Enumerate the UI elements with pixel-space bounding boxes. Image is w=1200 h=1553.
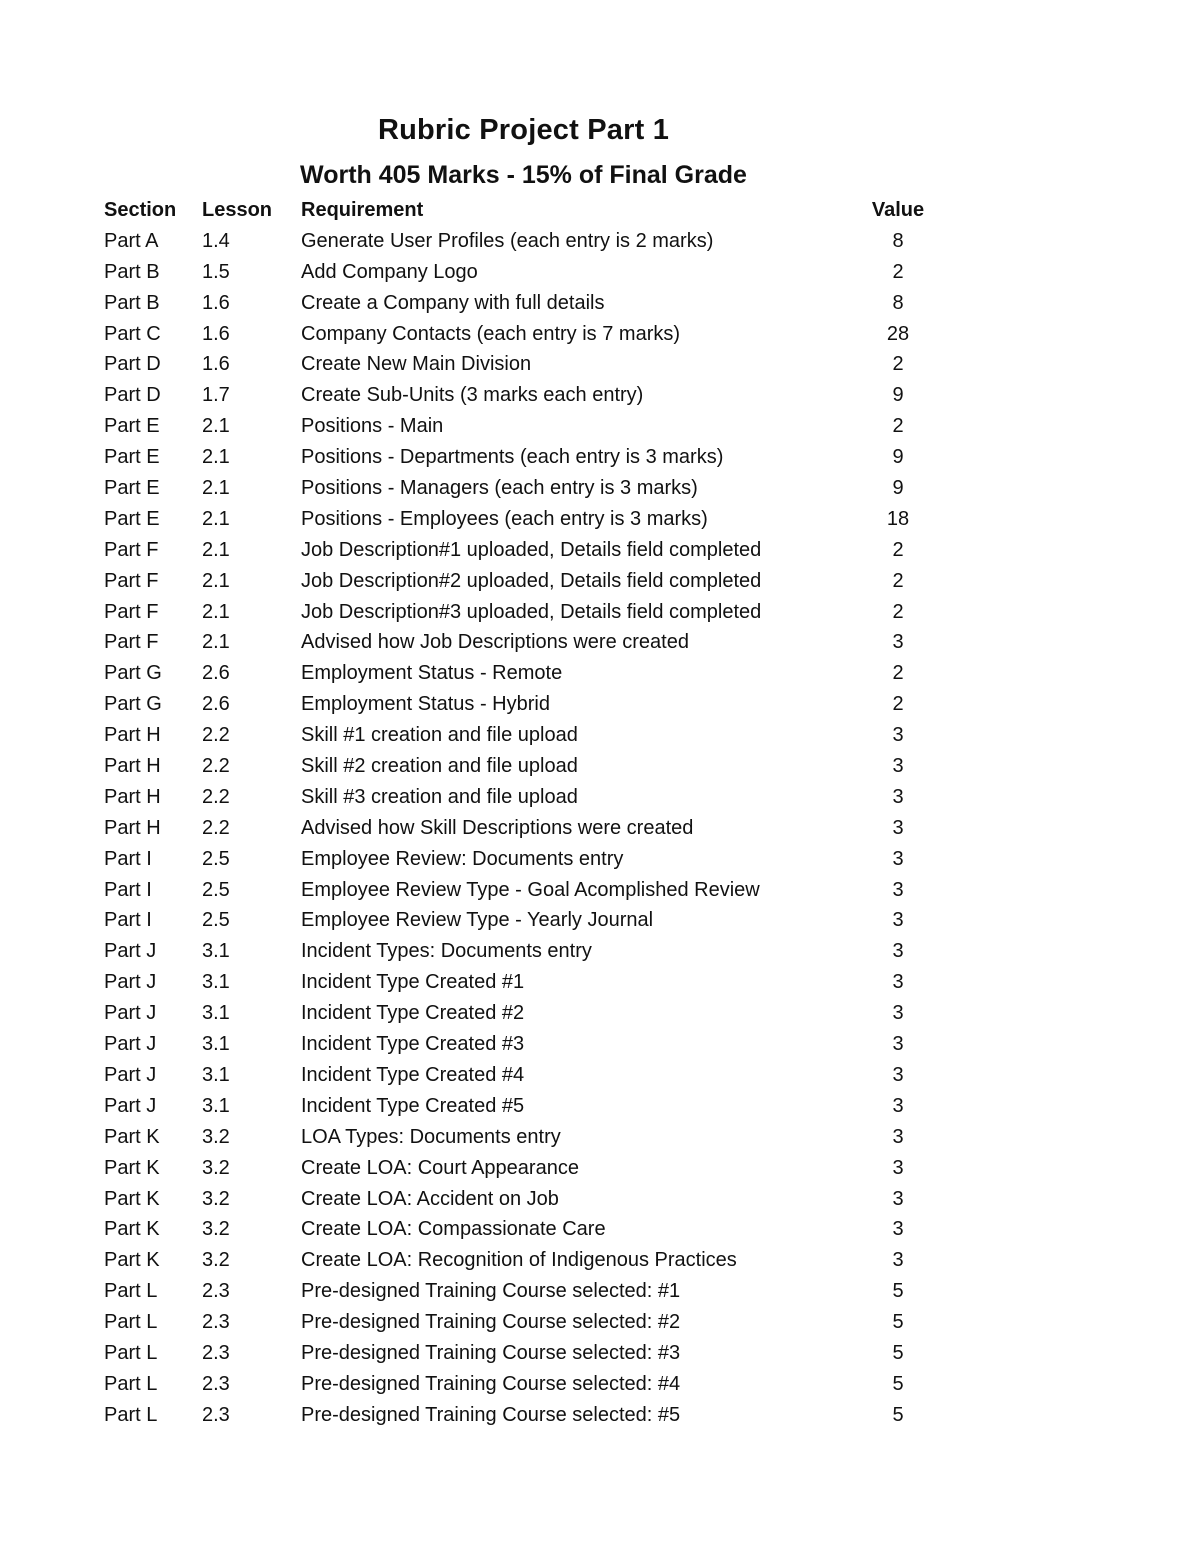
row-requirement: Job Description#1 uploaded, Details field completed	[301, 538, 762, 561]
row-requirement: Create LOA: Accident on Job	[301, 1187, 559, 1210]
table-row	[104, 813, 944, 844]
row-lesson: 2.1	[202, 507, 230, 530]
row-lesson: 2.3	[202, 1280, 230, 1303]
row-section: Part K	[104, 1156, 160, 1179]
row-value: 9	[892, 384, 904, 407]
row-lesson: 2.3	[202, 1311, 230, 1334]
row-value: 2	[892, 662, 904, 685]
row-lesson: 3.2	[202, 1156, 230, 1179]
row-requirement: Create LOA: Court Appearance	[301, 1156, 579, 1179]
row-requirement: Generate User Profiles (each entry is 2 marks)	[301, 229, 714, 252]
row-requirement: Job Description#3 uploaded, Details field completed	[301, 600, 762, 623]
row-requirement: Create a Company with full details	[301, 291, 605, 314]
header-value: Value	[871, 199, 925, 221]
row-section: Part B	[104, 291, 160, 314]
row-requirement: Create LOA: Compassionate Care	[301, 1218, 606, 1241]
row-requirement: Incident Type Created #5	[301, 1094, 525, 1117]
row-lesson: 2.1	[202, 569, 230, 592]
table-row	[104, 844, 944, 875]
row-value: 3	[892, 909, 904, 932]
row-value: 3	[892, 1249, 904, 1272]
row-value: 3	[892, 1156, 904, 1179]
row-section: Part D	[104, 384, 161, 407]
table-row	[104, 411, 944, 442]
row-requirement: Skill #1 creation and file upload	[301, 724, 578, 747]
row-lesson: 3.1	[202, 1063, 230, 1086]
table-row	[104, 380, 944, 411]
row-lesson: 2.5	[202, 909, 230, 932]
row-section: Part F	[104, 600, 159, 623]
table-row	[104, 1400, 944, 1431]
table-row	[104, 1369, 944, 1400]
row-lesson: 2.2	[202, 755, 230, 778]
table-row	[104, 905, 944, 936]
row-section: Part E	[104, 507, 160, 530]
row-lesson: 2.1	[202, 538, 230, 561]
row-value: 3	[892, 1125, 904, 1148]
table-row	[104, 1245, 944, 1276]
row-requirement: Pre-designed Training Course selected: #1	[301, 1280, 681, 1303]
row-requirement: Positions - Employees (each entry is 3 marks)	[301, 507, 708, 530]
row-lesson: 2.1	[202, 631, 230, 654]
row-lesson: 3.1	[202, 1002, 230, 1025]
table-header-row	[104, 195, 944, 226]
row-value: 28	[886, 322, 910, 345]
row-lesson: 3.2	[202, 1249, 230, 1272]
table-body	[104, 226, 944, 1431]
row-section: Part J	[104, 940, 157, 963]
row-value: 2	[892, 569, 904, 592]
row-section: Part L	[104, 1341, 158, 1364]
row-value: 2	[892, 353, 904, 376]
row-lesson: 1.6	[202, 322, 230, 345]
row-section: Part I	[104, 847, 152, 870]
row-value: 3	[892, 847, 904, 870]
row-requirement: LOA Types: Documents entry	[301, 1125, 561, 1148]
row-requirement: Positions - Main	[301, 415, 444, 438]
table-row	[104, 442, 944, 473]
row-section: Part L	[104, 1403, 158, 1426]
table-row	[104, 627, 944, 658]
row-requirement: Positions - Departments (each entry is 3 marks)	[301, 446, 724, 469]
row-requirement: Positions - Managers (each entry is 3 marks)	[301, 477, 698, 500]
row-requirement: Employee Review Type - Yearly Journal	[301, 909, 654, 932]
table-row	[104, 689, 944, 720]
table-row	[104, 1338, 944, 1369]
row-lesson: 1.6	[202, 291, 230, 314]
row-value: 5	[892, 1372, 904, 1395]
row-requirement: Create Sub-Units (3 marks each entry)	[301, 384, 644, 407]
table-row	[104, 720, 944, 751]
row-lesson: 2.1	[202, 600, 230, 623]
row-lesson: 2.1	[202, 415, 230, 438]
table-row	[104, 226, 944, 257]
row-section: Part L	[104, 1311, 158, 1334]
row-section: Part J	[104, 1033, 157, 1056]
row-section: Part H	[104, 785, 161, 808]
row-lesson: 3.1	[202, 1033, 230, 1056]
table-row	[104, 473, 944, 504]
row-value: 5	[892, 1311, 904, 1334]
row-section: Part K	[104, 1125, 160, 1148]
table-row	[104, 1307, 944, 1338]
row-requirement: Pre-designed Training Course selected: #2	[301, 1311, 681, 1334]
table-row	[104, 597, 944, 628]
row-requirement: Incident Type Created #3	[301, 1033, 525, 1056]
row-requirement: Company Contacts (each entry is 7 marks)	[301, 322, 681, 345]
row-requirement: Advised how Skill Descriptions were created	[301, 816, 694, 839]
row-value: 3	[892, 1187, 904, 1210]
row-section: Part J	[104, 1063, 157, 1086]
row-section: Part G	[104, 662, 162, 685]
row-requirement: Create LOA: Recognition of Indigenous Practices	[301, 1249, 737, 1272]
row-requirement: Incident Type Created #1	[301, 971, 525, 994]
row-section: Part F	[104, 631, 159, 654]
row-value: 18	[886, 507, 910, 530]
row-requirement: Advised how Job Descriptions were created	[301, 631, 689, 654]
table-row	[104, 319, 944, 350]
row-lesson: 1.5	[202, 260, 230, 283]
table-row	[104, 1184, 944, 1215]
row-lesson: 1.4	[202, 229, 230, 252]
table-row	[104, 936, 944, 967]
row-requirement: Create New Main Division	[301, 353, 532, 376]
row-value: 5	[892, 1403, 904, 1426]
table-row	[104, 1276, 944, 1307]
row-value: 3	[892, 631, 904, 654]
row-requirement: Incident Types: Documents entry	[301, 940, 592, 963]
row-value: 2	[892, 260, 904, 283]
row-section: Part J	[104, 971, 157, 994]
table-row	[104, 1214, 944, 1245]
row-lesson: 2.2	[202, 785, 230, 808]
table-row	[104, 658, 944, 689]
row-section: Part I	[104, 878, 152, 901]
row-value: 9	[892, 446, 904, 469]
header-requirement: Requirement	[301, 199, 424, 221]
row-lesson: 2.1	[202, 446, 230, 469]
row-lesson: 2.3	[202, 1372, 230, 1395]
row-value: 2	[892, 600, 904, 623]
row-value: 3	[892, 940, 904, 963]
row-value: 8	[892, 229, 904, 252]
page-title: Rubric Project Part 1	[377, 114, 670, 146]
row-section: Part E	[104, 415, 160, 438]
table-row	[104, 1091, 944, 1122]
row-requirement: Job Description#2 uploaded, Details field completed	[301, 569, 762, 592]
row-requirement: Skill #2 creation and file upload	[301, 755, 578, 778]
row-section: Part I	[104, 909, 152, 932]
row-lesson: 2.5	[202, 847, 230, 870]
row-section: Part D	[104, 353, 161, 376]
row-value: 3	[892, 724, 904, 747]
table-row	[104, 751, 944, 782]
table-row	[104, 1060, 944, 1091]
row-value: 3	[892, 816, 904, 839]
row-requirement: Pre-designed Training Course selected: #3	[301, 1341, 681, 1364]
row-requirement: Employment Status - Remote	[301, 662, 563, 685]
row-section: Part E	[104, 446, 160, 469]
table-row	[104, 288, 944, 319]
row-section: Part K	[104, 1187, 160, 1210]
header-lesson: Lesson	[202, 199, 273, 221]
row-lesson: 3.1	[202, 940, 230, 963]
row-value: 3	[892, 755, 904, 778]
row-section: Part B	[104, 260, 160, 283]
row-value: 3	[892, 785, 904, 808]
row-requirement: Employment Status - Hybrid	[301, 693, 550, 716]
row-lesson: 2.6	[202, 662, 230, 685]
table-row	[104, 998, 944, 1029]
row-section: Part H	[104, 816, 161, 839]
row-requirement: Employee Review Type - Goal Acomplished Review	[301, 878, 760, 901]
row-section: Part L	[104, 1280, 158, 1303]
row-value: 3	[892, 1002, 904, 1025]
row-section: Part F	[104, 538, 159, 561]
row-section: Part G	[104, 693, 162, 716]
row-lesson: 3.1	[202, 971, 230, 994]
row-value: 8	[892, 291, 904, 314]
header-section: Section	[104, 199, 177, 221]
row-section: Part J	[104, 1002, 157, 1025]
table-row	[104, 257, 944, 288]
row-value: 3	[892, 1063, 904, 1086]
row-lesson: 1.7	[202, 384, 230, 407]
row-section: Part K	[104, 1249, 160, 1272]
page-subtitle: Worth 405 Marks - 15% of Final Grade	[300, 161, 747, 189]
row-value: 3	[892, 1033, 904, 1056]
row-section: Part A	[104, 229, 159, 252]
row-requirement: Skill #3 creation and file upload	[301, 785, 578, 808]
row-lesson: 2.3	[202, 1403, 230, 1426]
row-value: 2	[892, 538, 904, 561]
table-row	[104, 875, 944, 906]
table-row	[104, 349, 944, 380]
row-requirement: Pre-designed Training Course selected: #5	[301, 1403, 681, 1426]
row-section: Part K	[104, 1218, 160, 1241]
row-requirement: Employee Review: Documents entry	[301, 847, 624, 870]
table-row	[104, 782, 944, 813]
row-lesson: 2.1	[202, 477, 230, 500]
table-row	[104, 1153, 944, 1184]
row-section: Part H	[104, 755, 161, 778]
row-section: Part H	[104, 724, 161, 747]
row-value: 3	[892, 1218, 904, 1241]
row-lesson: 2.2	[202, 724, 230, 747]
row-value: 5	[892, 1280, 904, 1303]
row-section: Part F	[104, 569, 159, 592]
row-value: 3	[892, 878, 904, 901]
table-row	[104, 967, 944, 998]
table-row	[104, 535, 944, 566]
row-value: 3	[892, 1094, 904, 1117]
row-section: Part J	[104, 1094, 157, 1117]
row-requirement: Add Company Logo	[301, 260, 478, 283]
row-lesson: 2.2	[202, 816, 230, 839]
row-lesson: 3.2	[202, 1125, 230, 1148]
row-requirement: Incident Type Created #2	[301, 1002, 525, 1025]
row-lesson: 2.3	[202, 1341, 230, 1364]
row-lesson: 2.5	[202, 878, 230, 901]
row-value: 2	[892, 415, 904, 438]
row-section: Part E	[104, 477, 160, 500]
row-lesson: 3.1	[202, 1094, 230, 1117]
row-section: Part L	[104, 1372, 158, 1395]
row-lesson: 2.6	[202, 693, 230, 716]
rubric-table	[104, 195, 944, 1431]
table-row	[104, 1029, 944, 1060]
row-requirement: Incident Type Created #4	[301, 1063, 525, 1086]
table-row	[104, 504, 944, 535]
row-value: 3	[892, 971, 904, 994]
row-value: 2	[892, 693, 904, 716]
row-value: 9	[892, 477, 904, 500]
row-lesson: 3.2	[202, 1187, 230, 1210]
table-row	[104, 566, 944, 597]
row-section: Part C	[104, 322, 161, 345]
row-value: 5	[892, 1341, 904, 1364]
row-requirement: Pre-designed Training Course selected: #4	[301, 1372, 681, 1395]
row-lesson: 3.2	[202, 1218, 230, 1241]
row-lesson: 1.6	[202, 353, 230, 376]
table-row	[104, 1122, 944, 1153]
